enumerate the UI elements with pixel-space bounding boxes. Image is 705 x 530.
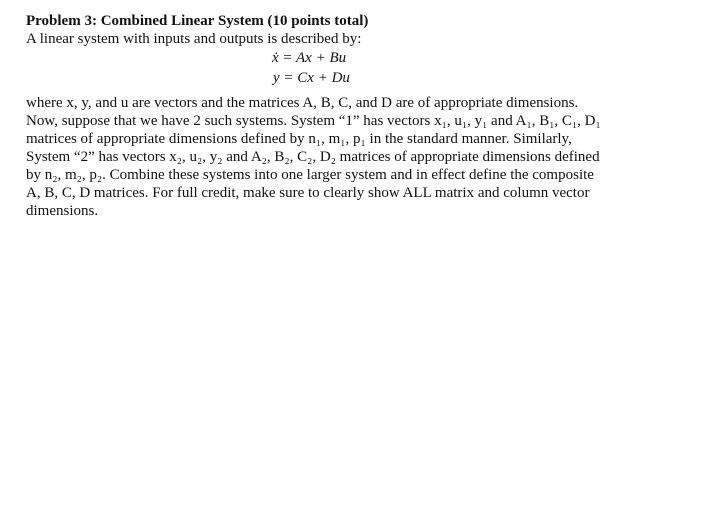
output-equation-text: y = Cx + Du <box>273 70 350 86</box>
body-line: matrices of appropriate dimensions defined by n₁, m₁, p₁ in the standard manner. Similarly, <box>26 131 572 147</box>
state-equation-text: ẋ = Ax + Bu <box>272 50 347 66</box>
problem-intro: A linear system with inputs and outputs is described by: <box>26 31 362 47</box>
body-line: A, B, C, D matrices. For full credit, make sure to clearly show ALL matrix and column vector <box>26 185 590 201</box>
problem-document <box>26 12 696 220</box>
body-line: where x, y, and u are vectors and the matrices A, B, C, and D are of appropriate dimensions. <box>26 95 579 111</box>
body-line: System “2” has vectors x₂, u₂, y₂ and A₂, B₂, C₂, D₂ matrices of appropriate dimensions defined <box>26 149 600 165</box>
problem-body <box>26 94 696 220</box>
body-line: by n₂, m₂, p₂. Combine these systems into one larger system and in effect define the composite <box>26 167 594 183</box>
body-line: Now, suppose that we have 2 such systems. System “1” has vectors x₁, u₁, y₁ and A₁, B₁, C₁, D₁ <box>26 113 601 129</box>
state-equation <box>26 48 696 68</box>
body-line: dimensions. <box>26 203 99 219</box>
output-equation <box>26 68 696 88</box>
problem-title: Problem 3: Combined Linear System (10 points total) <box>26 13 369 29</box>
